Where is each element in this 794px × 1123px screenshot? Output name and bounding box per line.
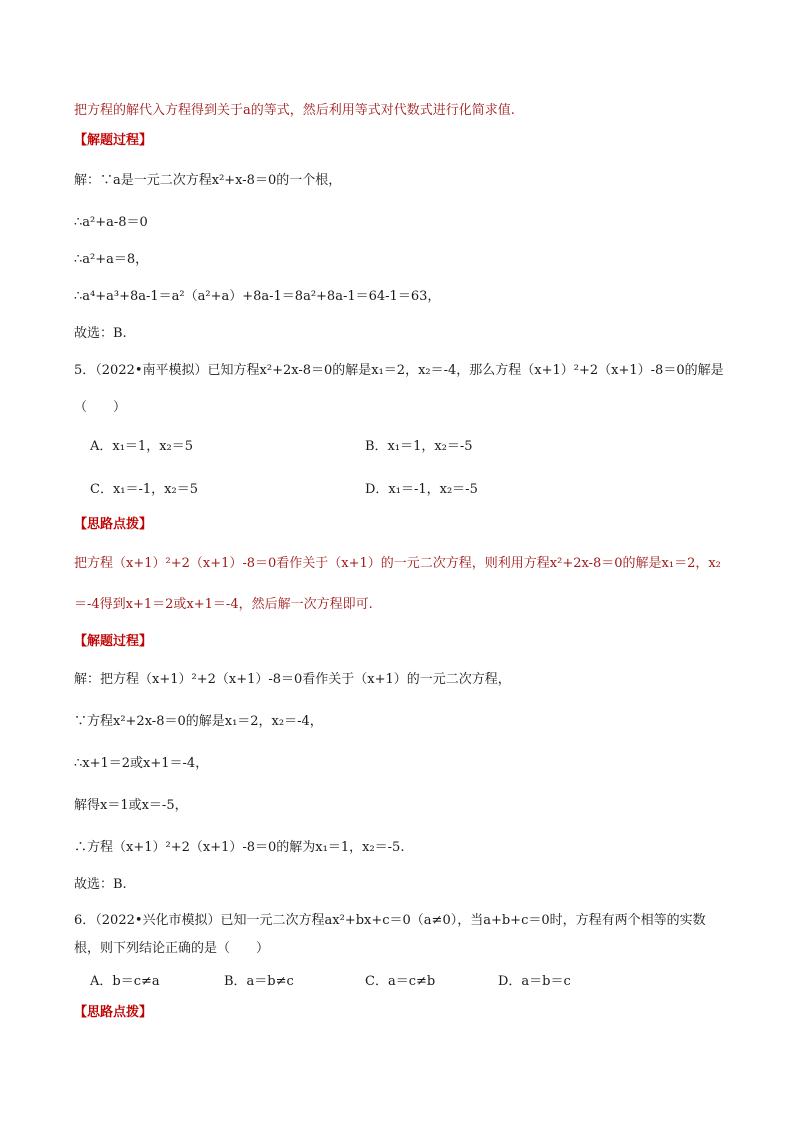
question-6-option-a: A．b＝c≠a [90, 974, 160, 989]
solution-line-3: ∴x+1＝2或x+1＝-4， [74, 756, 209, 771]
question-5-stem: 5．（2022•南平模拟）已知方程x²+2x-8＝0的解是x₁＝2，x₂＝-4，那么方程（x+1）²+2（x+1）-8＝0的解是 [74, 363, 724, 378]
solution-line-2: ∵方程x²+2x-8＝0的解是x₁＝2，x₂＝-4， [74, 714, 323, 729]
solution-line-4: 解得x＝1或x＝-5， [74, 798, 188, 813]
question-5-option-d: D．x₁＝-1，x₂＝-5 [365, 482, 478, 497]
question-6-stem-2: 根，则下列结论正确的是（ ） [74, 941, 270, 956]
question-5-option-b: B．x₁＝1，x₂＝-5 [365, 439, 473, 454]
solution-line-2: ∴a²+a-8＝0 [74, 215, 148, 230]
question-6-stem-1: 6．（2022•兴化市模拟）已知一元二次方程ax²+bx+c＝0（a≠0），当a+b+c＝0时，方程有两个相等的实数 [74, 913, 706, 928]
section-header-solution: 【解题过程】 [74, 133, 153, 148]
solution-line-5: ∴方程（x+1）²+2（x+1）-8＝0的解为x₁＝1，x₂＝-5. [74, 840, 405, 855]
question-5-option-c: C．x₁＝-1，x₂＝5 [90, 482, 198, 497]
hint-line-1: 把方程（x+1）²+2（x+1）-8＝0看作关于（x+1）的一元二次方程，则利用方程x²+2x-8＝0的解是x₁＝2，x₂ [74, 556, 721, 571]
question-6-option-d: D．a＝b＝c [498, 974, 571, 989]
solution-answer: 故选：B. [74, 877, 127, 892]
section-header-solution: 【解题过程】 [74, 634, 153, 649]
question-5-blank: （ ） [74, 400, 127, 415]
section-header-hint: 【思路点拨】 [74, 517, 153, 532]
solution-line-4: ∴a⁴+a³+8a-1＝a²（a²+a）+8a-1＝8a²+8a-1＝64-1＝63， [74, 289, 441, 304]
solution-answer: 故选：B. [74, 326, 127, 341]
solution-line-1: 解：把方程（x+1）²+2（x+1）-8＝0看作关于（x+1）的一元二次方程， [74, 672, 511, 687]
section-header-hint: 【思路点拨】 [74, 1005, 153, 1020]
question-6-option-c: C．a＝c≠b [365, 974, 436, 989]
hint-continuation: 把方程的解代入方程得到关于a的等式，然后利用等式对代数式进行化简求值. [74, 103, 515, 118]
solution-line-1: 解：∵a是一元二次方程x²+x-8＝0的一个根， [74, 173, 342, 188]
solution-line-3: ∴a²+a＝8， [74, 252, 149, 267]
question-6-option-b: B．a＝b≠c [224, 974, 294, 989]
hint-line-2: ＝-4得到x+1＝2或x+1＝-4，然后解一次方程即可. [74, 597, 373, 612]
question-5-option-a: A．x₁＝1，x₂＝5 [90, 439, 194, 454]
